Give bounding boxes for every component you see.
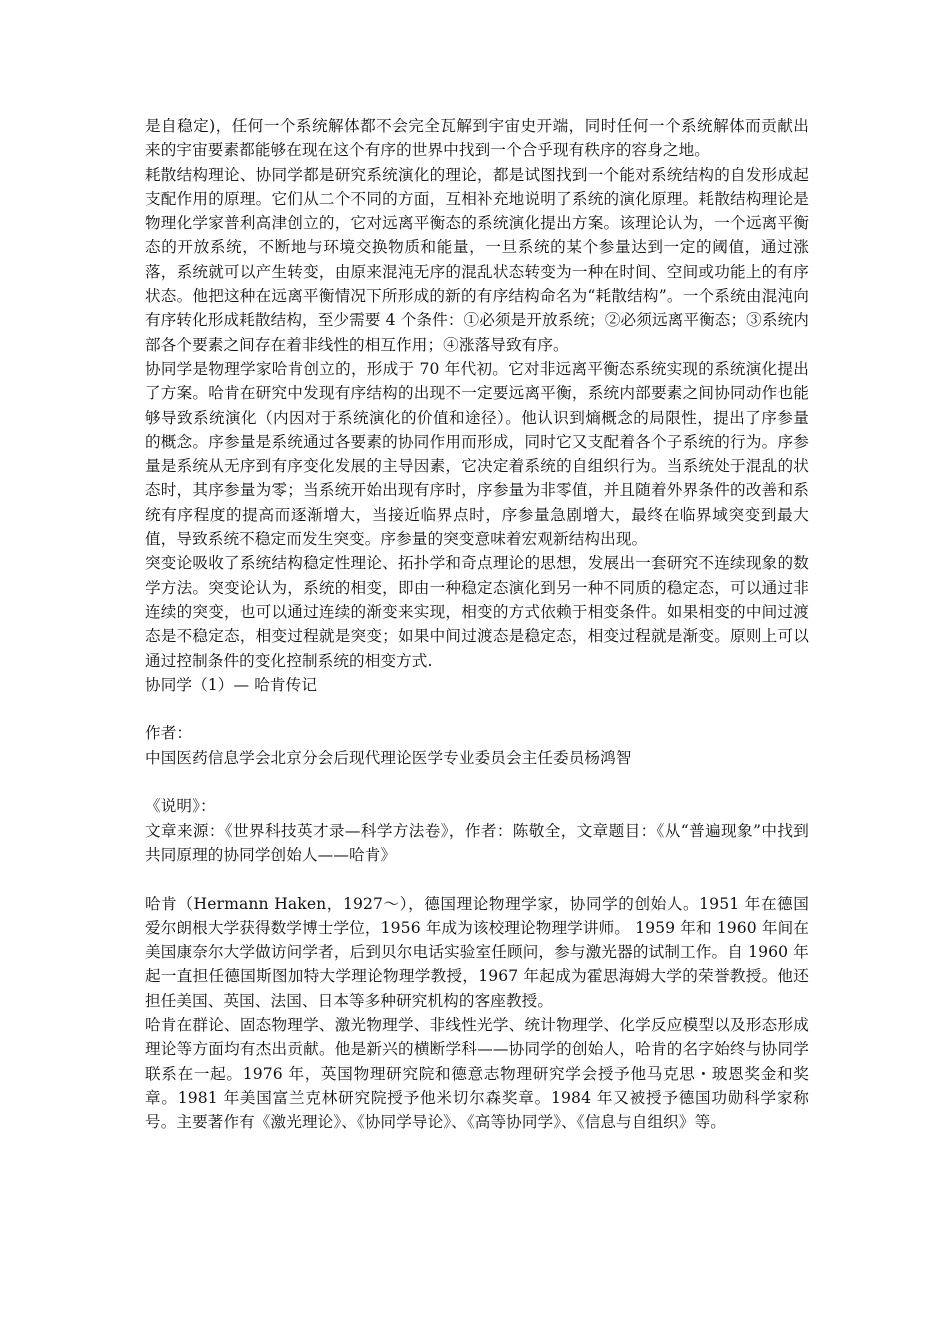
paragraph-synergetics: 协同学是物理学家哈肯创立的，形成于 70 年代初。它对非远离平衡态系统实现的系统演化提出了方案。哈肯在研究中发现有序结构的出现不一定要远离平衡，系统内部要素之间协同动作也能够导致系统演化（内因对于系统演化的价值和途径）。他认识到熵概念的局限性，提出了序参量的概念。序参量是系统通过各要素的协同作用而形成，同时它又支配着各个子系统的行为。序参量是系统从无序到有序变化发展的主导因素，它决定着系统的自组织行为。当系统处于混乱的状态时，其序参量为零；当系统开始出现有序时，序参量为非零值，并且随着外界条件的改善和系统有序程度的提高而逐渐增大，当接近临界点时，序参量急剧增大，最终在临界域突变到最大值，导致系统不稳定而发生突变。序参量的突变意味着宏观新结构出现。 xyxy=(145,359,809,549)
paragraph-haken-contributions: 哈肯在群论、固态物理学、激光物理学、非线性光学、统计物理学、化学反应模型以及形态形成理论等方面均有杰出贡献。他是新兴的横断学科——协同学的创始人，哈肯的名字始终与协同学联系在一起。1976 年，英国物理研究院和德意志物理研究学会授予他马克思・玻恩奖金和奖章。1981 年美国富兰克林研究院授予他米切尔森奖章。1984 年又被授予德国功勋科学家称号。主要著作有《激光理论》、《协同学导论》、《高等协同学》、《信息与自组织》等。 xyxy=(145,1015,809,1132)
note-label: 《说明》： xyxy=(145,797,216,816)
author-name: 中国医药信息学会北京分会后现代理论医学专业委员会主任委员杨鸿智 xyxy=(145,748,632,767)
paragraph-dissipative-structure: 耗散结构理论、协同学都是研究系统演化的理论，都是试图找到一个能对系统结构的自发形成起支配作用的原理。它们从二个不同的方面，互相补充地说明了系统的演化原理。耗散结构理论是物理化学家普利高津创立的，它对远离平衡态的系统演化提出方案。该理论认为，一个远离平衡态的开放系统，不断地与环境交换物质和能量，一旦系统的某个参量达到一定的阈值，通过涨落，系统就可以产生转变，由原来混沌无序的混乱状态转变为一种在时间、空间或功能上的有序状态。他把这种在远离平衡情况下所形成的新的有序结构命名为“耗散结构”。一个系统由混沌向有序转化形成耗散结构，至少需要 4 个条件：①必须是开放系统；②必须远离平衡态；③系统内部各个要素之间存在着非线性的相互作用；④涨落导致有序。 xyxy=(145,165,809,354)
paragraph-catastrophe-theory: 突变论吸收了系统结构稳定性理论、拓扑学和奇点理论的思想，发展出一套研究不连续现象的数学方法。突变论认为，系统的相变，即由一种稳定态演化到另一种不同质的稳定态，可以通过非连续的突变，也可以通过连续的渐变来实现，相变的方式依赖于相变条件。如果相变的中间过渡态是不稳定态，相变过程就是突变；如果中间过渡态是稳定态，相变过程就是渐变。原则上可以通过控制条件的变化控制系统的相变方式. xyxy=(145,554,809,670)
spacer xyxy=(145,697,809,721)
author-label: 作者： xyxy=(145,724,193,743)
spacer xyxy=(145,867,809,891)
paragraph-system-disintegration: 是自稳定)，任何一个系统解体都不会完全瓦解到宇宙史开端，同时任何一个系统解体而贡献出来的宇宙要素都能够在现在这个有序的世界中找到一个合乎现有秩序的容身之地。 xyxy=(145,117,809,160)
section-title: 协同学（1）— 哈肯传记 xyxy=(145,675,318,694)
document-page xyxy=(145,114,809,1134)
paragraph-haken-biography: 哈肯（Hermann Haken，1927～），德国理论物理学家，协同学的创始人。1951 年在德国爱尔朗根大学获得数学博士学位，1956 年成为该校理论物理学讲师。 1959 年和 1960 年间在美国康奈尔大学做访问学者，后到贝尔电话实验室任顾问，参与激光器的试制工作。自 1960 年起一直担任德国斯图加特大学理论物理学教授，1967 年起成为霍思海姆大学的荣誉教授。他还担任美国、英国、法国、日本等多种研究机构的客座教授。 xyxy=(145,894,809,1010)
spacer xyxy=(145,770,809,794)
article-source: 文章来源：《世界科技英才录—科学方法卷》，作者：陈敬全，文章题目：《从“普遍现象”中找到共同原理的协同学创始人——哈肯》 xyxy=(145,821,809,864)
